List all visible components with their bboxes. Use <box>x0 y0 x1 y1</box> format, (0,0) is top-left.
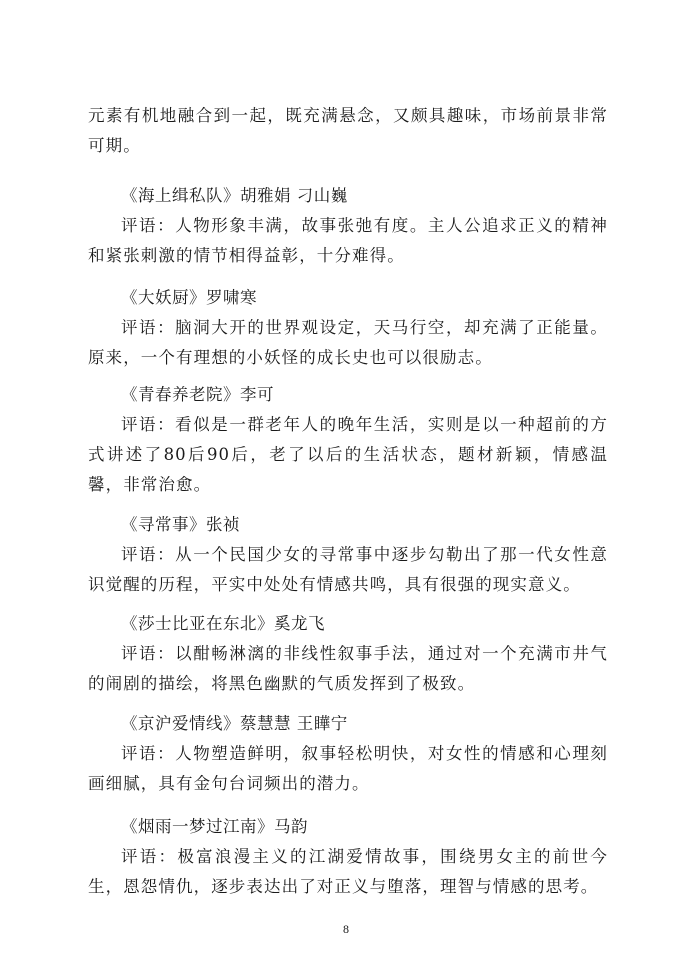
entry-title-line <box>88 709 608 739</box>
page-number: 8 <box>343 922 349 936</box>
entry-1 <box>88 181 608 271</box>
review-label: 评语： <box>121 644 176 663</box>
work-title: 《青春养老院》 <box>121 385 240 404</box>
work-authors: 李可 <box>240 385 274 404</box>
entry-review <box>88 842 608 902</box>
review-label: 评语： <box>121 216 176 235</box>
entry-2 <box>88 283 608 373</box>
work-authors: 胡雅娟 刁山巍 <box>240 186 348 205</box>
entry-title-line <box>88 283 608 313</box>
review-label: 评语： <box>121 744 176 763</box>
continuation-paragraph: 元素有机地融合到一起，既充满悬念，又颇具趣味，市场前景非常可期。 <box>88 106 608 155</box>
review-text: 以酣畅淋漓的非线性叙事手法，通过对一个充满市井气的闹剧的描绘，将黑色幽默的气质发挥到了极致。 <box>88 644 608 693</box>
entry-5 <box>88 609 608 699</box>
entry-review <box>88 313 608 373</box>
review-label: 评语： <box>121 318 176 337</box>
work-title: 《大妖厨》 <box>121 288 206 307</box>
entry-review <box>88 410 608 500</box>
work-authors: 张祯 <box>206 515 240 534</box>
entry-7 <box>88 812 608 902</box>
review-text: 看似是一群老年人的晚年生活，实则是以一种超前的方式讲述了80后90后，老了以后的生活状态，题材新颖，情感温馨，非常治愈。 <box>88 415 608 494</box>
entry-review <box>88 540 608 600</box>
entry-title-line <box>88 181 608 211</box>
review-label: 评语： <box>121 847 178 866</box>
work-title: 《烟雨一梦过江南》 <box>121 817 274 836</box>
entry-3 <box>88 380 608 500</box>
entry-title-line <box>88 380 608 410</box>
entry-review <box>88 211 608 271</box>
work-title: 《寻常事》 <box>121 515 206 534</box>
entry-title-line <box>88 812 608 842</box>
entry-review <box>88 639 608 699</box>
work-authors: 马韵 <box>274 817 308 836</box>
entry-6 <box>88 709 608 799</box>
review-text: 极富浪漫主义的江湖爱情故事，围绕男女主的前世今生，恩怨情仇，逐步表达出了对正义与堕落，理智与情感的思考。 <box>88 847 608 896</box>
work-authors: 蔡慧慧 王瞱宁 <box>240 714 348 733</box>
work-title: 《莎士比亚在东北》 <box>121 614 274 633</box>
review-label: 评语： <box>121 415 176 434</box>
entry-review <box>88 739 608 799</box>
entry-title-line <box>88 609 608 639</box>
review-text: 人物塑造鲜明，叙事轻松明快，对女性的情感和心理刻画细腻，具有金句台词频出的潜力。 <box>88 744 608 793</box>
review-text: 人物形象丰满，故事张弛有度。主人公追求正义的精神和紧张刺激的情节相得益彰，十分难得。 <box>88 216 608 265</box>
review-text: 脑洞大开的世界观设定，天马行空，却充满了正能量。原来，一个有理想的小妖怪的成长史也可以很励志。 <box>88 318 608 367</box>
work-title: 《海上缉私队》 <box>121 186 240 205</box>
review-label: 评语： <box>121 545 176 564</box>
work-authors: 罗啸寒 <box>206 288 257 307</box>
review-text: 从一个民国少女的寻常事中逐步勾勒出了那一代女性意识觉醒的历程，平实中处处有情感共鸣，具有很强的现实意义。 <box>88 545 608 594</box>
entry-title-line <box>88 510 608 540</box>
work-title: 《京沪爱情线》 <box>121 714 240 733</box>
entry-4 <box>88 510 608 600</box>
work-authors: 奚龙飞 <box>274 614 325 633</box>
